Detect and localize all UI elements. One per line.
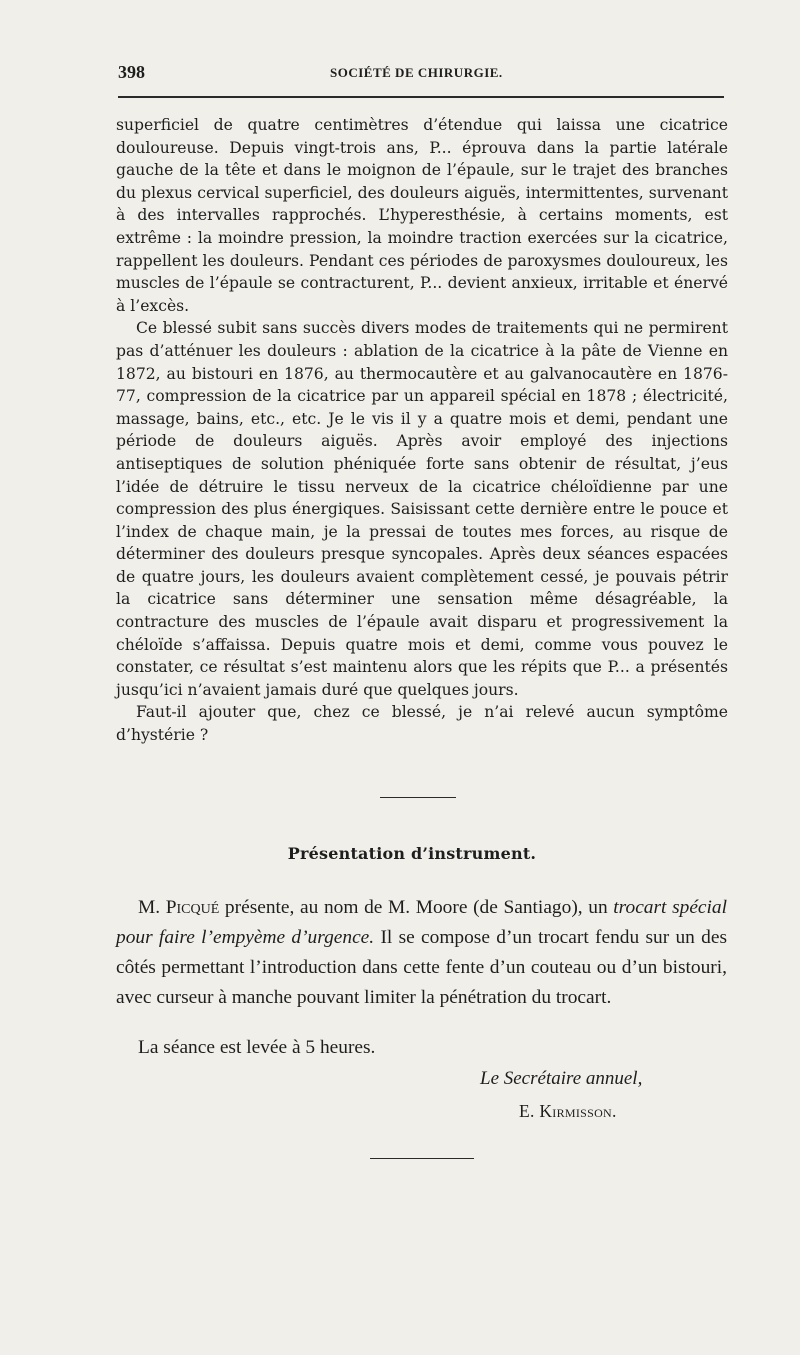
page-number: 398 [118, 62, 145, 82]
signature-name [519, 1101, 617, 1122]
paragraph-1: superficiel de quatre centimètres d’étendue qui laissa une cicatrice douloureuse. Depuis vingt-trois ans, P... éprouva dans la partie latérale gauche de la tête et dans le moignon de l’épaule, sur le trajet des branches du plexus cervical superficiel, des douleurs aiguës, intermittentes, survenant à des intervalles rapprochés. L’hyperesthésie, à certains moments, est extrême : la moindre pression, la moindre traction exercées sur la cicatrice, rappellent les douleurs. Pendant ces périodes de paroxysmes douloureux, les muscles de l’épaule se contracturent, P... devient anxieux, irritable et énervé à l’excès. [116, 116, 728, 315]
running-head [118, 62, 724, 86]
signature-initial: E. [519, 1101, 540, 1121]
paragraph-3: Faut-il ajouter que, chez ce blessé, je n’ai relevé aucun symptôme d’hystérie ? [116, 703, 728, 745]
presentation-paragraph [116, 893, 727, 1013]
presentation-text-start: présente, au nom de M. Moore (de Santiago), un [219, 897, 614, 918]
signature-surname: Kirmisson. [539, 1101, 617, 1121]
closing-line: La séance est levée à 5 heures. [138, 1037, 376, 1058]
signature-role: Le Secrétaire annuel, [480, 1068, 643, 1089]
presenter-name: Picqué [165, 897, 220, 918]
body-text [116, 114, 728, 747]
section-heading: Présentation d’instrument. [287, 844, 537, 863]
paragraph-2: Ce blessé subit sans succès divers modes de traitements qui ne permirent pas d’atténuer les douleurs : ablation de la cicatrice à la pâte de Vienne en 1872, au bistouri en 1876, au thermocautère et au galvanocautère en 1876-77, compression de la cicatrice par un appareil spécial en 1878 ; électricité, massage, bains, etc., etc. Je le vis il y a quatre mois et demi, pendant une période de douleurs aiguës. Après avoir employé des injections antiseptiques de solution phéniquée forte sans obtenir de résultat, j’eus l’idée de détruire le tissu nerveux de la cicatrice chéloïdienne par une compression des plus énergiques. Saisissant cette dernière entre le pouce et l’index de chaque main, je la pressai de toutes mes forces, au risque de déterminer des douleurs presque syncopales. Après deux séances espacées de quatre jours, les douleurs avaient complètement cessé, je pouvais pétrir la cicatrice sans déterminer une sensation même désagréable, la contracture des muscles de l’épaule avait disparu et progressivement la chéloïde s’affaissa. Depuis quatre mois et demi, comme vous pouvez le constater, ce résultat s’est maintenu alors que les répits que P... a présentés jusqu’ici n’avaient jamais duré que quelques jours. [116, 319, 728, 699]
presenter-prefix: M. [138, 897, 166, 918]
header-rule [118, 96, 724, 98]
section-divider [380, 797, 456, 798]
end-divider [370, 1158, 474, 1159]
running-title: SOCIÉTÉ DE CHIRURGIE. [330, 65, 503, 80]
presentation-text-end: Il se compose d’un trocart fendu sur un des côtés permettant l’introduction dans cette fente d’un couteau ou d’un bistouri, avec curseur à manche pouvant limiter la pénétration du trocart. [116, 927, 727, 1008]
instrument-title: trocart spécial pour faire l’empyème d’urgence. [116, 897, 728, 948]
